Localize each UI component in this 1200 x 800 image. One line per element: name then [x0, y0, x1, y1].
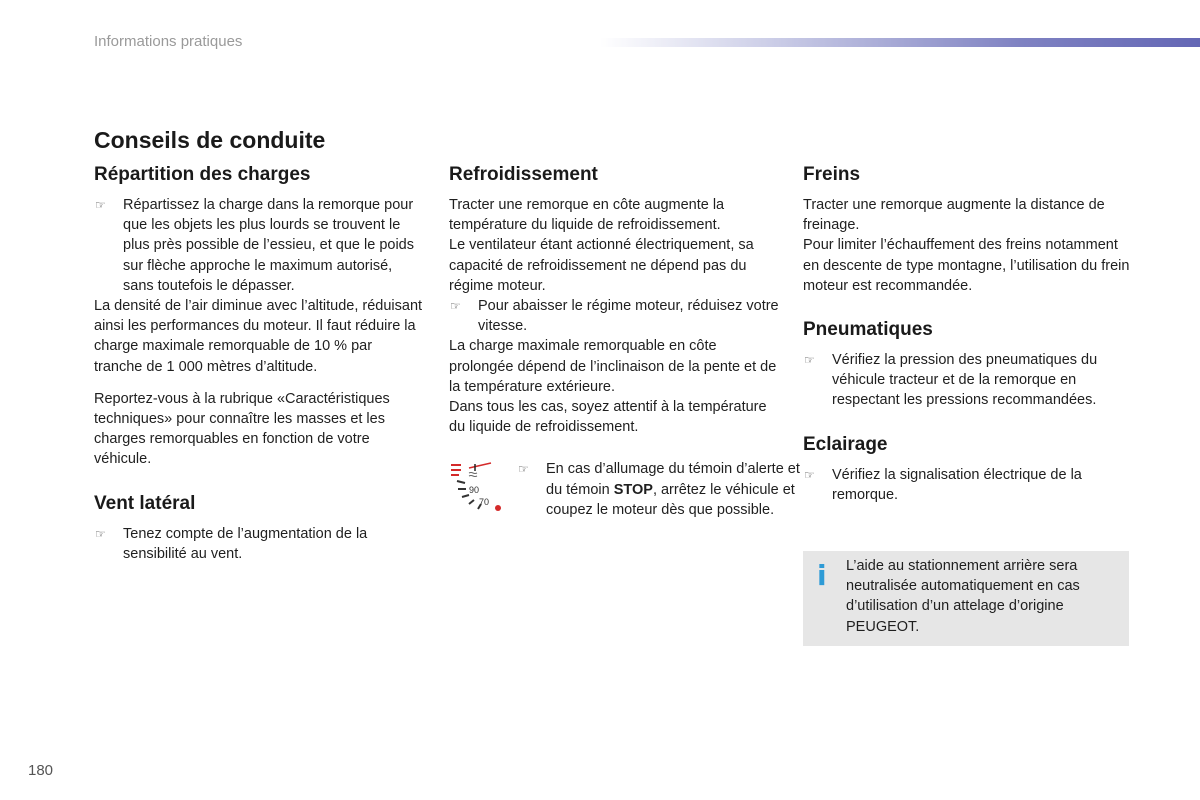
paragraph: Le ventilateur étant actionné électriquement, sa capacité de refroidissement ne dépend pas du régime moteur. [449, 237, 754, 294]
info-icon: i [817, 559, 827, 592]
section-label: Informations pratiques [94, 33, 243, 50]
warning-text-1: En cas d’allumage du témoin d’alerte et du témoin [546, 461, 800, 498]
paragraph: Pour limiter l’échauffement des freins notamment en descente de type montagne, l’utilisation du frein moteur est recommandée. [803, 237, 1130, 294]
bullet-text: Tenez compte de l’augmentation de la sensibilité au vent. [123, 525, 368, 562]
heading-refroidissement: Refroidissement [449, 164, 598, 185]
pointing-hand-icon: ☞ [450, 299, 461, 314]
info-text: L’aide au stationnement arrière sera neutralisée automatiquement en cas d’utilisation d’un attelage d’origine PEUGEOT. [846, 558, 1080, 635]
bullet-item [803, 350, 1133, 411]
heading-repartition: Répartition des charges [94, 164, 311, 185]
column-right [803, 163, 1133, 505]
paragraph: Reportez-vous à la rubrique «Caractéristiques techniques» pour connaître les masses et les charges remorquables en fonction de votre véhicule. [94, 390, 390, 468]
pointing-hand-icon: ☞ [804, 467, 815, 482]
pointing-hand-icon: ☞ [804, 353, 815, 368]
bullet-item [94, 524, 424, 564]
warning-text-2: , arrêtez le véhicule et coupez le moteur dès que possible. [546, 481, 795, 518]
gauge-label-high: 90 [469, 485, 480, 496]
heading-vent-lateral: Vent latéral [94, 492, 196, 514]
bullet-text: Répartissez la charge dans la remorque pour que les objets les plus lourds se trouvent le plus près possible de l’essieu, et que le poids sur flèche approche le maximum autorisé, sans toutefois le dépasser. [123, 197, 414, 294]
gauge-label-low: 70 [479, 497, 490, 508]
paragraph: Tracter une remorque en côte augmente la température du liquide de refroidissement. [449, 197, 725, 234]
paragraph: Tracter une remorque augmente la distance de freinage. [803, 197, 1105, 234]
bullet-text: Vérifiez la pression des pneumatiques du véhicule tracteur et de la remorque en respectant les pressions recommandées. [832, 352, 1098, 409]
info-box [803, 551, 1129, 646]
warning-row [449, 459, 800, 549]
paragraph: Dans tous les cas, soyez attentif à la température du liquide de refroidissement. [449, 399, 767, 436]
pointing-hand-icon: ☞ [95, 198, 106, 212]
heading-pneumatiques: Pneumatiques [803, 319, 933, 341]
page-title: Conseils de conduite [94, 127, 326, 153]
column-left [94, 163, 424, 564]
stop-label: STOP [613, 481, 653, 498]
temperature-gauge-icon [449, 459, 509, 523]
bullet-text: Vérifiez la signalisation électrique de la remorque. [832, 466, 1082, 503]
bullet-item [517, 459, 808, 520]
bullet-item [449, 296, 779, 336]
paragraph: La densité de l’air diminue avec l’altitude, réduisant ainsi les performances du moteur. Il faut réduire la charge maximale remorquable de 10 % par tranche de 1 000 mètres d’altitude. [94, 298, 423, 375]
header-bar [600, 38, 1200, 47]
bullet-item [803, 465, 1133, 505]
bullet-text: Pour abaisser le régime moteur, réduisez votre vitesse. [478, 298, 779, 335]
bullet-item [94, 195, 424, 296]
column-middle [449, 163, 800, 549]
paragraph: La charge maximale remorquable en côte prolongée dépend de l’inclinaison de la pente et de la température extérieure. [449, 338, 777, 395]
pointing-hand-icon: ☞ [518, 462, 529, 477]
page-number: 180 [28, 762, 54, 779]
heading-eclairage: Eclairage [803, 433, 888, 455]
heading-freins: Freins [803, 164, 861, 185]
pointing-hand-icon: ☞ [95, 526, 106, 541]
